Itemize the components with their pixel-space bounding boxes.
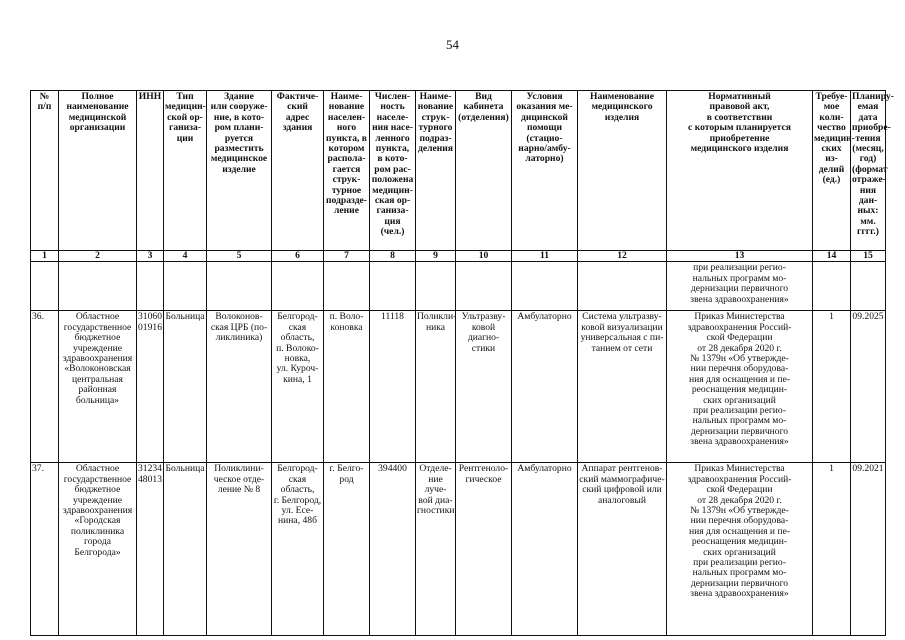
column-number-row <box>31 251 886 262</box>
empty-cell <box>207 262 272 311</box>
header-cell: Тип медицин- ской ор- ганиза- ции <box>164 91 207 251</box>
org-type-cell: Больница <box>164 463 207 636</box>
date-cell: 09.2021 <box>851 463 886 636</box>
continuation-row <box>31 262 886 311</box>
header-cell: Числен- ность населе- ния насе- ленного пункта, в кото- ром рас- положена медицин- ская ор- ганиза- ция (чел.) <box>370 91 416 251</box>
header-cell: Наиме- нование струк- турного подраз- деления <box>416 91 456 251</box>
column-number: 2 <box>59 251 137 262</box>
population-cell: 394400 <box>370 463 416 636</box>
cabinet-cell: Ультразву- ковой диагно- стики <box>456 311 512 463</box>
building-cell: Поликлини- ческое отде- ление № 8 <box>207 463 272 636</box>
header-cell: Наиме- нование населен- ного пункта, в котором распола- гается струк- турное подразде- ление <box>324 91 370 251</box>
header-cell: № п/п <box>31 91 59 251</box>
quantity-cell: 1 <box>813 463 851 636</box>
column-number: 13 <box>667 251 813 262</box>
header-cell: Нормативный правовой акт, в соответствии с которым планируется приобретение медицинского изделия <box>667 91 813 251</box>
header-cell: Планиру- емая дата приобре- тения (месяц, год) (формат отраже- ния дан- ных: мм. гггг.) <box>851 91 886 251</box>
header-row <box>31 91 886 251</box>
empty-cell <box>851 262 886 311</box>
inn-cell: 31060 01916 <box>137 311 164 463</box>
empty-cell <box>370 262 416 311</box>
header-cell: ИНН <box>137 91 164 251</box>
header-cell: Полное наименование медицинской организации <box>59 91 137 251</box>
quantity-cell: 1 <box>813 311 851 463</box>
empty-cell <box>813 262 851 311</box>
header-cell: Требуе- мое коли- чество медицин- ских из- делий (ед.) <box>813 91 851 251</box>
column-number: 15 <box>851 251 886 262</box>
regulatory-act-cell: при реализации регио- нальных программ мо- дернизации первичного звена здравоохранения» <box>667 262 813 311</box>
empty-cell <box>456 262 512 311</box>
conditions-cell: Амбулаторно <box>512 311 578 463</box>
column-number: 8 <box>370 251 416 262</box>
date-cell: 09.2025 <box>851 311 886 463</box>
header-cell: Фактиче- ский адрес здания <box>272 91 324 251</box>
org-type-cell: Больница <box>164 311 207 463</box>
empty-cell <box>31 262 59 311</box>
column-number: 1 <box>31 251 59 262</box>
row-number: 37. <box>31 463 59 636</box>
address-cell: Белгород- ская область, п. Волоко- новка, ул. Куроч- кина, 1 <box>272 311 324 463</box>
population-cell: 11118 <box>370 311 416 463</box>
empty-cell <box>164 262 207 311</box>
column-number: 12 <box>578 251 667 262</box>
empty-cell <box>59 262 137 311</box>
empty-cell <box>416 262 456 311</box>
empty-cell <box>324 262 370 311</box>
device-cell: Система ультразву- ковой визуализации универсальная с пи- танием от сети <box>578 311 667 463</box>
regulatory-act-cell: Приказ Министерства здравоохранения Россий- ской Федерации от 28 декабря 2020 г. № 1379н «Об утвержде- нии перечня оборудова- ния для оснащения и пе- реоснащения медицин- ских организаций при реализации регио- нальных программ мо- дернизации первичного звена здравоохранения» <box>667 463 813 636</box>
organization-name: Областное государственное бюджетное учреждение здравоохранения «Волоконовская центральная районная больница» <box>59 311 137 463</box>
empty-cell <box>137 262 164 311</box>
table-row <box>31 463 886 636</box>
column-number: 4 <box>164 251 207 262</box>
row-number: 36. <box>31 311 59 463</box>
header-cell: Наименование медицинского изделия <box>578 91 667 251</box>
column-number: 11 <box>512 251 578 262</box>
column-number: 14 <box>813 251 851 262</box>
empty-cell <box>512 262 578 311</box>
column-number: 6 <box>272 251 324 262</box>
inn-cell: 31234 48013 <box>137 463 164 636</box>
column-number: 5 <box>207 251 272 262</box>
column-number: 10 <box>456 251 512 262</box>
unit-cell: Отделе- ние луче- вой диа- гностики <box>416 463 456 636</box>
regulatory-act-cell: Приказ Министерства здравоохранения Россий- ской Федерации от 28 декабря 2020 г. № 1379н «Об утвержде- нии перечня оборудова- ния для оснащения и пе- реоснащения медицин- ских организаций при реализации регио- нальных программ мо- дернизации первичного звена здравоохранения» <box>667 311 813 463</box>
header-cell: Вид кабинета (отделения) <box>456 91 512 251</box>
column-number: 7 <box>324 251 370 262</box>
header-cell: Здание или сооруже- ние, в кото- ром плани- руется разместить медицинское изделие <box>207 91 272 251</box>
empty-cell <box>272 262 324 311</box>
cabinet-cell: Рентгеноло- гическое <box>456 463 512 636</box>
device-cell: Аппарат рентгенов- ский маммографиче- ский цифровой или аналоговый <box>578 463 667 636</box>
column-number: 3 <box>137 251 164 262</box>
page-number: 54 <box>446 37 459 52</box>
column-number: 9 <box>416 251 456 262</box>
address-cell: Белгород- ская область, г. Белгород, ул. Есе- нина, 48б <box>272 463 324 636</box>
organization-name: Областное государственное бюджетное учреждение здравоохранения «Городская поликлиника города Белгорода» <box>59 463 137 636</box>
building-cell: Волоконов- ская ЦРБ (по- ликлиника) <box>207 311 272 463</box>
table-row <box>31 311 886 463</box>
header-cell: Условия оказания ме- дицинской помощи (стацио- нарно/амбу- латорно) <box>512 91 578 251</box>
locality-cell: п. Воло- коновка <box>324 311 370 463</box>
conditions-cell: Амбулаторно <box>512 463 578 636</box>
empty-cell <box>578 262 667 311</box>
unit-cell: Поликли- ника <box>416 311 456 463</box>
locality-cell: г. Белго- род <box>324 463 370 636</box>
equipment-table <box>30 90 894 636</box>
